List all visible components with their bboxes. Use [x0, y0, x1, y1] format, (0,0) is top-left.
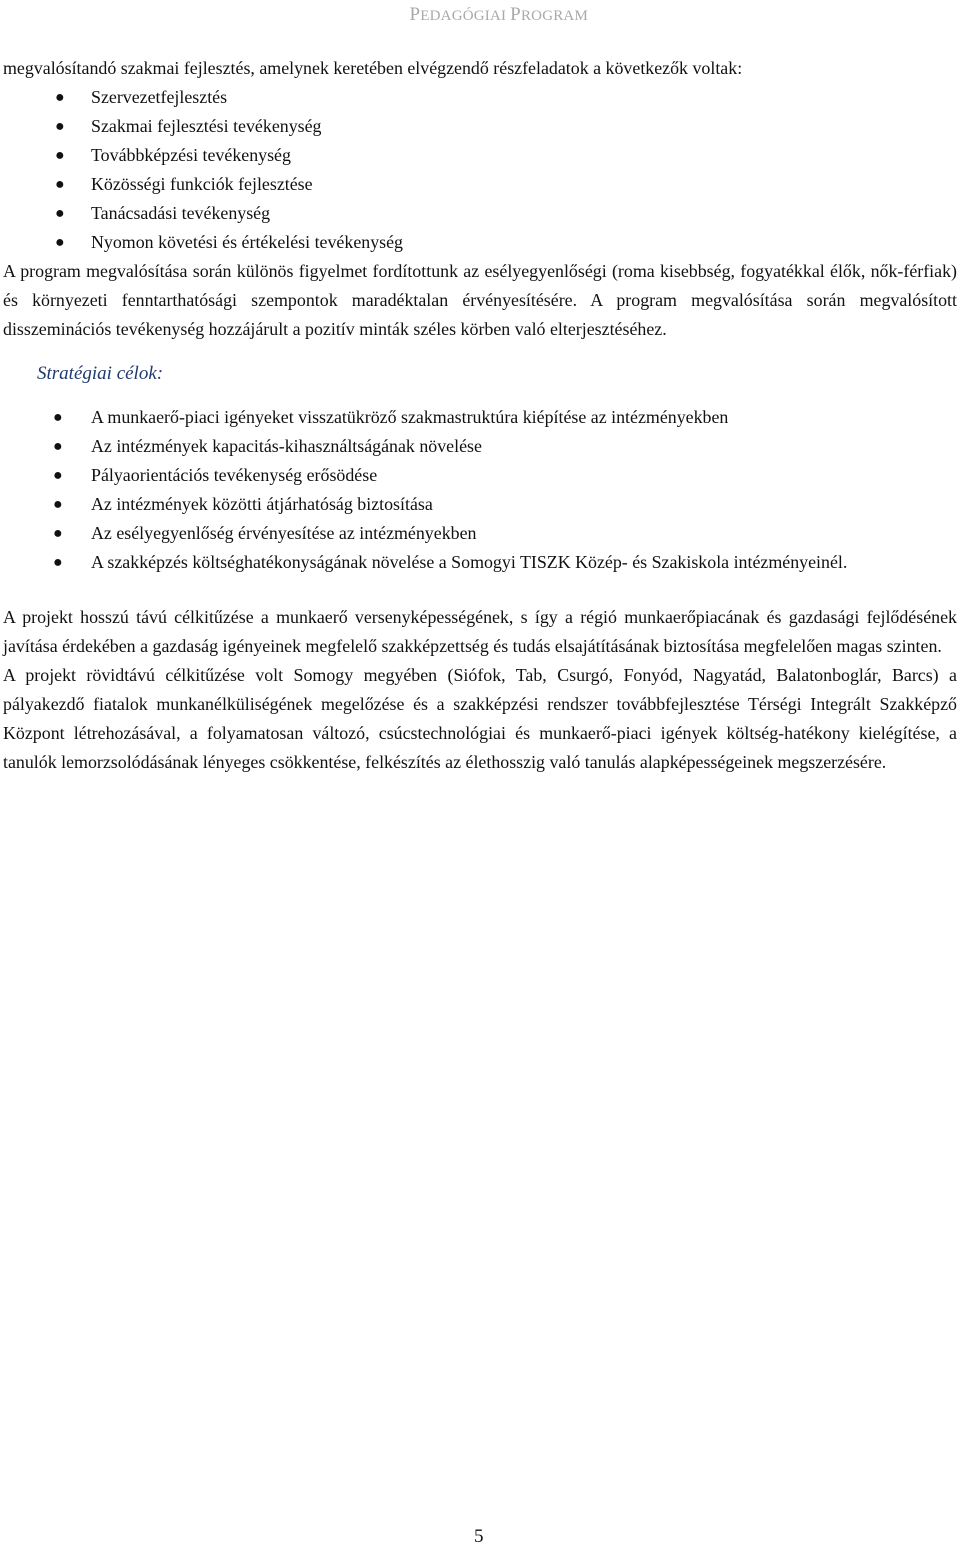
header-letter-1: P: [409, 4, 421, 25]
list-item-text: Nyomon követési és értékelési tevékenység: [91, 232, 403, 252]
page-number: 5: [474, 1526, 484, 1547]
bullet-icon: ●: [53, 554, 63, 571]
list-item-text: Továbbképzési tevékenység: [91, 145, 291, 165]
bullet-icon: ●: [55, 176, 65, 193]
list-item: [3, 199, 957, 228]
bullet-icon: ●: [55, 118, 65, 135]
list-item-text: Szakmai fejlesztési tevékenység: [91, 116, 322, 136]
list-item: [3, 228, 957, 257]
bullet-icon: ●: [53, 525, 63, 542]
short-term-goal-paragraph: A projekt rövidtávú célkitűzése volt Somogy megyében (Siófok, Tab, Csurgó, Fonyód, Nagyatád, Balatonboglár, Barcs) a pályakezdő fiatalok munkanélküliségének megelőzése és a szakképzési rendszer továbbfejlesztése Térségi Integrált Szakképző Központ létrehozásával, a folyamatosan változó, csúcstechnológiai és munkaerő-piaci igények költség-hatékony kielégítése, a tanulók lemorzsolódásának lényeges csökkentése, felkészítés az élethosszig való tanulás alapképességeinek megszerzésére.: [3, 665, 957, 772]
list-item: [3, 403, 957, 432]
list-item: [3, 548, 957, 577]
bullet-icon: ●: [53, 438, 63, 455]
bullet-icon: ●: [53, 467, 63, 484]
bullet-icon: ●: [55, 147, 65, 164]
list-item: [3, 461, 957, 490]
list-item: [3, 490, 957, 519]
header-rest-1: EDAGÓGIAI: [420, 8, 511, 24]
program-paragraph: A program megvalósítása során különös figyelmet fordítottunk az esélyegyenlőségi (roma kisebbség, fogyatékkal élők, nők-férfiak) és környezeti fenntarthatósági szempontok maradéktalan érvényesítésére. A program megvalósítása során megvalósított disszeminációs tevékenység hozzájárult a pozitív minták széles körben való elterjesztéséhez.: [3, 261, 957, 339]
list-item-text: Tanácsadási tevékenység: [91, 203, 271, 223]
bullet-icon: ●: [53, 409, 63, 426]
header-letter-2: P: [510, 4, 521, 25]
page-header: [409, 4, 588, 26]
strategic-goals-list: [3, 403, 957, 577]
list-item-text: Az esélyegyenlőség érvényesítése az intézményekben: [91, 523, 477, 543]
list-item-text: Közösségi funkciók fejlesztése: [91, 174, 313, 194]
list-item-text: Pályaorientációs tevékenység erősödése: [91, 465, 378, 485]
paragraph-spacer: [3, 577, 957, 603]
intro-paragraph: megvalósítandó szakmai fejlesztés, amelynek keretében elvégzendő részfeladatok a következők voltak:: [3, 58, 743, 78]
strategic-goals-heading: Stratégiai célok:: [37, 363, 164, 384]
list-item: [3, 519, 957, 548]
list-item: [3, 112, 957, 141]
bullet-icon: ●: [53, 496, 63, 513]
list-item-text: Az intézmények közötti átjárhatóság biztosítása: [91, 494, 433, 514]
bullet-icon: ●: [55, 205, 65, 222]
list-item-text: Szervezetfejlesztés: [91, 87, 228, 107]
list-item: [3, 170, 957, 199]
list-item-text: A szakképzés költséghatékonyságának növelése a Somogyi TISZK Közép- és Szakiskola intézményeinél.: [91, 552, 848, 572]
header-rest-2: ROGRAM: [520, 8, 588, 24]
long-term-goal-paragraph: A projekt hosszú távú célkitűzése a munkaerő versenyképességének, s így a régió munkaerőpiacának és gazdasági fejlődésének javítása érdekében a gazdaság igényeinek megfelelő szakképzettség és tudás elsajátításának biztosítása megfelelően magas szinten.: [3, 607, 957, 656]
bullet-icon: ●: [55, 234, 65, 251]
document-body: [3, 54, 957, 777]
list-item-text: Az intézmények kapacitás-kihasználtságának növelése: [91, 436, 482, 456]
list-item-text: A munkaerő-piaci igényeket visszatükröző szakmastruktúra kiépítése az intézményekben: [91, 407, 729, 427]
list-item: [3, 432, 957, 461]
bullet-icon: ●: [55, 89, 65, 106]
subtask-list: [3, 83, 957, 257]
list-item: [3, 141, 957, 170]
list-item: [3, 83, 957, 112]
